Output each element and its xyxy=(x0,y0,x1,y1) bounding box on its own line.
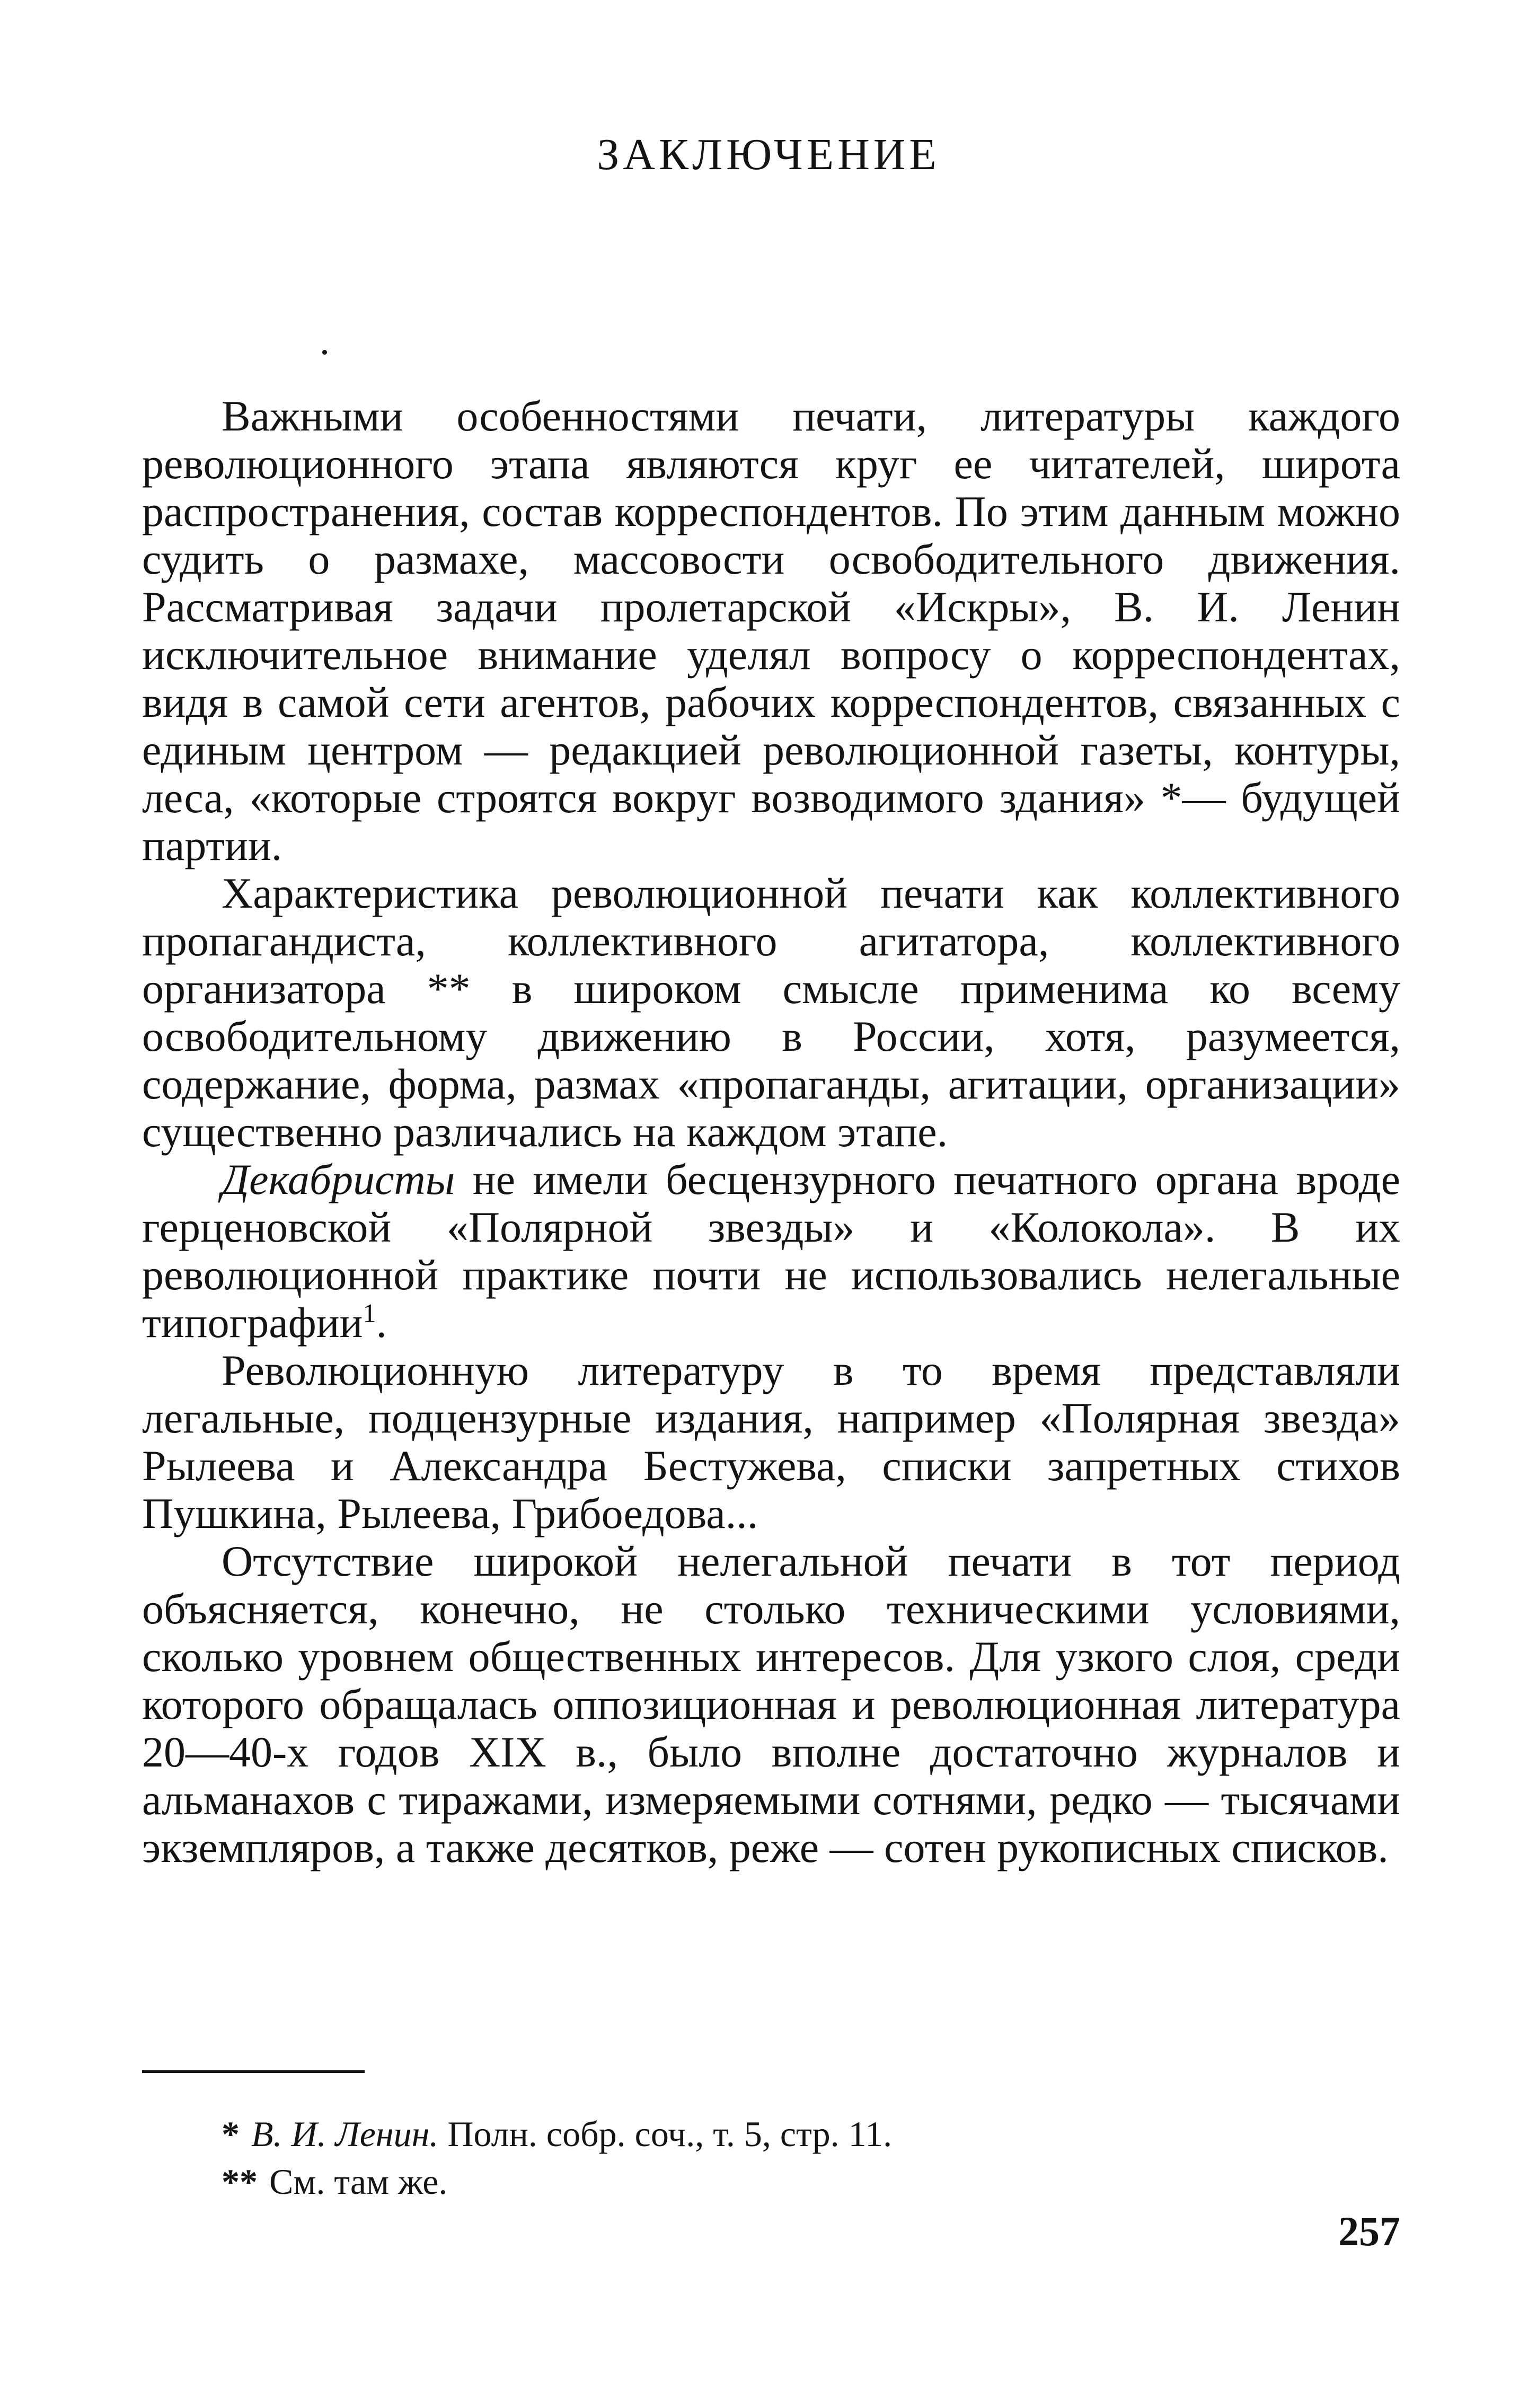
paragraph-1-text: Важными особенностями печати, литературы каждого революционного этапа являются круг ее читателей, широта распространения, состав корреспондентов. По этим данным можно судить о размахе, массовости освободительного движения. Рассматривая задачи пролетарской «Искры», В. И. Ленин исключительное внимание уделял вопросу о корреспондентах, видя в самой сети агентов, рабочих корреспондентов, связанных с единым центром — редакцией революционной газеты, контуры, леса, «которые строятся вокруг возводимого здания» *— будущей партии. xyxy=(142,392,1400,869)
footnote-1 xyxy=(222,2110,892,2158)
paragraph-3-text: не имели бесцензурного печатного органа вроде герценовской «Полярной звезды» и «Колокола». В их революционной практике почти не использовались нелегальные типографии xyxy=(142,1155,1400,1347)
paragraph-5-text: Отсутствие широкой нелегальной печати в тот период объясняется, конечно, не столько техническими условиями, сколько уровнем общественных интересов. Для узкого слоя, среди которого обращалась оппозиционная и революционная литература 20—40-х годов XIX в., было вполне достаточно журналов и альманахов с тиражами, измеряемыми сотнями, редко — тысячами экземпляров, а также десятков, реже — сотен рукописных списков. xyxy=(142,1537,1400,1871)
paragraph-3 xyxy=(142,1156,1400,1347)
footnote-2-mark: ** xyxy=(222,2161,258,2202)
footnote-1-mark: * xyxy=(222,2114,240,2154)
paragraph-2-text: Характеристика революционной печати как коллективного пропагандиста, коллективного агитатора, коллективного организатора ** в широком смысле применима ко всему освободительному движению в России, хотя, разумеется, содержание, форма, размах «пропаганды, агитации, организации» существенно различались на каждом этапе. xyxy=(142,869,1400,1156)
body-text xyxy=(142,392,1400,1871)
footnote-ref-1: 1 xyxy=(363,1298,376,1328)
paragraph-4-text: Революционную литературу в то время представляли легальные, подцензурные издания, например «Полярная звезда» Рылеева и Александра Бестужева, списки запретных стихов Пушкина, Рылеева, Грибоедова... xyxy=(142,1346,1400,1537)
footnote-1-author: В. И. Ленин. xyxy=(251,2114,439,2154)
footnote-1-text: Полн. собр. соч., т. 5, стр. 11. xyxy=(438,2114,893,2154)
stray-ink-dot xyxy=(322,350,327,355)
footnotes xyxy=(222,2110,892,2205)
footnote-2-text: См. там же. xyxy=(269,2161,448,2202)
paragraph-3-tail: . xyxy=(376,1298,387,1347)
footnote-separator xyxy=(142,2070,365,2073)
paragraph-1 xyxy=(142,392,1400,869)
paragraph-3-italic-lead: Декабристы xyxy=(222,1155,455,1203)
footnote-2 xyxy=(222,2158,892,2205)
page-number: 257 xyxy=(1338,2208,1400,2254)
chapter-title: ЗАКЛЮЧЕНИЕ xyxy=(597,130,940,179)
paragraph-2 xyxy=(142,869,1400,1156)
paragraph-4 xyxy=(142,1347,1400,1537)
paragraph-5 xyxy=(142,1537,1400,1871)
